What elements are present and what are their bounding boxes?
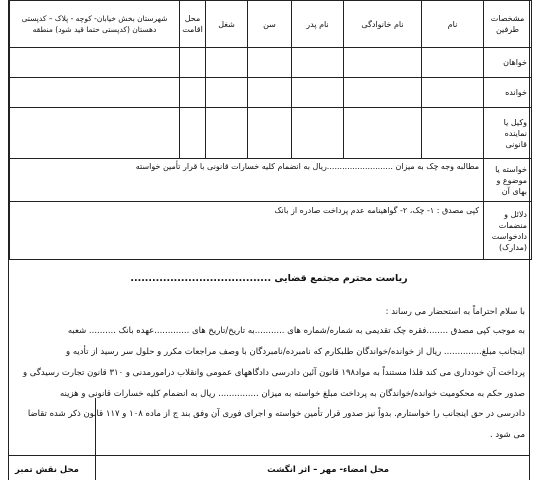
claim-label: خواسته یا موضوع و بهای آن xyxy=(484,159,532,202)
lawyer-father-name[interactable] xyxy=(292,108,344,159)
lawyer-label: وکیل یا نماینده قانونی xyxy=(484,108,532,159)
plaintiff-job[interactable] xyxy=(206,48,248,78)
defendant-job[interactable] xyxy=(206,78,248,108)
footer-divider xyxy=(9,455,529,456)
stamp-area: محل نقش تمبر xyxy=(15,465,79,475)
petition-form xyxy=(8,0,530,480)
last-name-header: نام خانوادگی xyxy=(344,1,422,48)
plaintiff-address[interactable] xyxy=(10,48,180,78)
lawyer-last-name[interactable] xyxy=(344,108,422,159)
parties-label: مشخصات طرفین xyxy=(484,1,532,48)
first-name-header: نام xyxy=(422,1,484,48)
lawyer-job[interactable] xyxy=(206,108,248,159)
defendant-age[interactable] xyxy=(248,78,292,108)
stamp-box-border xyxy=(95,398,96,455)
defendant-address[interactable] xyxy=(10,78,180,108)
lawyer-address[interactable] xyxy=(10,108,180,159)
lawyer-residence[interactable] xyxy=(180,108,206,159)
petition-line-5: دادرسی در حق اینجانب را خواستارم. بدواً نیز صدور قرار تأمین خواسته و اجرای فوری آن وفق بند ج از ماده ۱۰۸ و ۱۱۷ قانون ذکر شده تقاضا xyxy=(27,409,525,419)
defendant-father-name[interactable] xyxy=(292,78,344,108)
evidence-label: دلائل و منضمات دادخواست (مدارک) xyxy=(484,202,532,260)
court-title: ریاست محترم مجتمع قضایی ....................................... xyxy=(130,273,408,284)
plaintiff-age[interactable] xyxy=(248,48,292,78)
defendant-label: خوانده xyxy=(484,78,532,108)
footer-separator xyxy=(95,455,96,480)
petition-line-4: صدور حکم به محکومیت خوانده/خواندگان به پرداخت مبلغ خواسته به میزان ............... ریال به انضمام کلیه خسارات قانونی و هزینه xyxy=(59,389,525,399)
address-header: شهرستان بخش خیابان- کوچه - پلاک – کدپستی دهستان (کدپستی حتما قید شود) منطقه xyxy=(10,1,180,48)
lawyer-first-name[interactable] xyxy=(422,108,484,159)
plaintiff-label: خواهان xyxy=(484,48,532,78)
petition-line-2: اینجانب مبلغ.............. ریال از خوانده/خواندگان طلبکارم که نامبرده/نامبردگان با وصف مراجعات مکرر و حلول سر رسید از تأدیه و xyxy=(66,347,525,357)
petition-line-1: به موجب کپی مصدق ........فقره چک تقدیمی به شماره/شماره های ...........به تاریخ/تاریخ های .............عهده بانک .......... شعبه xyxy=(67,326,525,336)
signature-area[interactable]: محل امضاء- مهر – اثر انگشت xyxy=(267,465,389,475)
plaintiff-father-name[interactable] xyxy=(292,48,344,78)
petition-line-6: می شود . xyxy=(489,430,525,440)
petition-line-3: پرداخت آن خودداری می کند فلذا مستنداً به مواد۱۹۸ قانون آئین دادرسی دادگاههای عمومی وانقلاب درامورمدنی و ۳۱۰ قانون تجارت رسیدگی و xyxy=(22,368,525,378)
salutation: با سلام احتراماً به استحضار می رساند : xyxy=(385,307,525,317)
claim-text[interactable]: مطالبه وجه چک به میزان ..........................ریال به انضمام کلیه خسارات قانونی با قرار تأمین خواسته xyxy=(10,159,484,202)
job-header: شغل xyxy=(206,1,248,48)
age-header: سن xyxy=(248,1,292,48)
father-name-header: نام پدر xyxy=(292,1,344,48)
defendant-residence[interactable] xyxy=(180,78,206,108)
plaintiff-first-name[interactable] xyxy=(422,48,484,78)
defendant-first-name[interactable] xyxy=(422,78,484,108)
parties-table xyxy=(9,0,532,260)
defendant-last-name[interactable] xyxy=(344,78,422,108)
plaintiff-last-name[interactable] xyxy=(344,48,422,78)
plaintiff-residence[interactable] xyxy=(180,48,206,78)
evidence-text[interactable]: کپی مصدق : ۱- چک، ۲- گواهینامه عدم پرداخت صادره از بانک xyxy=(10,202,484,260)
residence-header: محل اقامت xyxy=(180,1,206,48)
lawyer-age[interactable] xyxy=(248,108,292,159)
